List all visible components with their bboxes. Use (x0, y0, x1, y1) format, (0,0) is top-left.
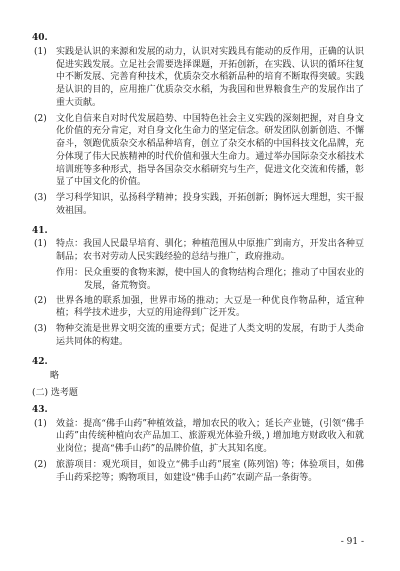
item-text: 文化自信来自对时代发展趋势、中国特色社会主义实践的深刻把握，对自身文化价值的充分肯定，对自身文化生命力的坚定信念。研发团队创新创造、不懈奋斗，领跑优质杂交水稻品种培育，创立了杂交水稻的中国科技文化品牌，充分体现了伟大民族精神的时代价值和强大生命力。通过举办国际杂交水稻技术培训班等多种形式，指导各国杂交水稻研究与生产，促进文化交流和传播，彰显了中国文化的价值。 (56, 113, 364, 188)
item-text: 实践是认识的来源和发展的动力，认识对实践具有能动的反作用，正确的认识促进实践发展。立足社会需要选择课题，开拓创新，在实践、认识的循环往复中不断发展、完善育种技术，优质杂交水稻新品种的培育不断取得突破。实践是认识的目的，应用推广优质杂交水稻，为我国和世界粮食生产的发展作出了重大贡献。 (56, 46, 364, 108)
item-label: (2) (34, 459, 47, 470)
item-label: (1) (34, 239, 47, 250)
subitem-label: 作用： (56, 268, 84, 279)
question-number: 43. (32, 404, 48, 415)
question-number: 41. (32, 225, 48, 236)
answer-item (32, 46, 364, 110)
answer-item (32, 113, 364, 190)
item-label: (1) (34, 46, 47, 57)
item-label: (2) (34, 113, 47, 124)
page-number: - 91 - (340, 537, 364, 548)
item-label: (3) (34, 193, 47, 204)
answer-item (32, 238, 364, 264)
item-text: 旅游项目：观光项目，如设立“佛手山药”展室 (陈列馆) 等；体验项目，如佛手山药采挖等；购物项目，如建设“佛手山药”农副产品一条街等。 (56, 459, 364, 483)
answer-item (32, 192, 364, 218)
question-number: 42. (32, 356, 48, 367)
section-heading: (二) 选考题 (32, 388, 78, 399)
answer-text: 略 (50, 371, 60, 382)
item-text: 学习科学知识，弘扬科学精神；投身实践，开拓创新；胸怀远大理想，实干报效祖国。 (56, 193, 364, 216)
subitem-text: 民众重要的食物来源，使中国人的食物结构合理化；推动了中国农业的发展，备荒物资。 (84, 268, 364, 291)
question-number: 40. (32, 33, 48, 43)
item-text: 世界各地的联系加强，世界市场的推动；大豆是一种优良作物品种，适宜种植；科学技术进步，大豆的用途得到广泛开发。 (56, 295, 364, 319)
answer-item (32, 295, 364, 321)
answer-subitem (32, 267, 364, 293)
answer-item (32, 323, 364, 349)
answer-item (32, 418, 364, 456)
item-label: (1) (34, 418, 47, 429)
item-text: 特点：我国人民最早培育、驯化；种植范围从中原推广到南方，开发出各种豆制品；农书对劳动人民实践经验的总结与推广，政府推动。 (56, 239, 364, 263)
item-label: (2) (34, 295, 47, 306)
answer-item (32, 459, 364, 485)
item-text: 效益：提高“佛手山药”种植效益，增加农民的收入；延长产业链，(引领“佛手山药”由传统种植向农产品加工、旅游观光体验升级，) 增加地方财政收入和就业岗位；提高“佛手山药”的品牌价值，扩大其知名度。 (56, 418, 364, 455)
item-text: 物种交流是世界文明交流的重要方式；促进了人类文明的发展，有助于人类命运共同体的构建。 (56, 324, 364, 347)
item-label: (3) (34, 324, 47, 335)
